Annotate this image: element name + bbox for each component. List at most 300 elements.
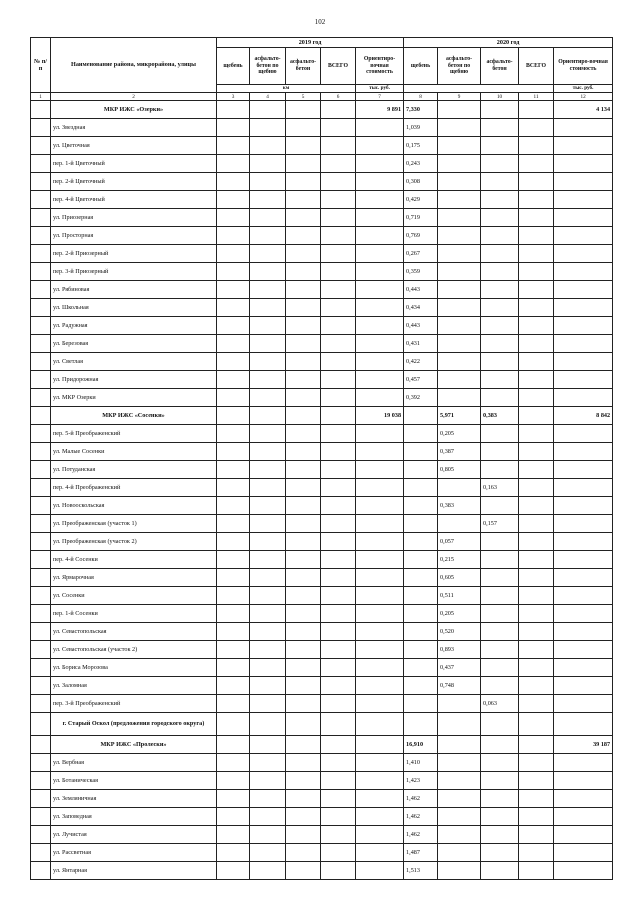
street-row	[31, 695, 613, 713]
empty-cell	[356, 551, 404, 569]
empty-cell	[404, 677, 438, 695]
empty-cell	[286, 299, 321, 317]
empty-cell	[356, 736, 404, 754]
empty-cell	[321, 790, 356, 808]
empty-cell	[438, 173, 481, 191]
column-number: 2	[51, 93, 217, 101]
empty-cell	[286, 569, 321, 587]
empty-cell	[286, 389, 321, 407]
empty-cell	[404, 497, 438, 515]
empty-cell	[250, 605, 286, 623]
empty-cell	[481, 862, 519, 880]
row-name: ул. Березовая	[51, 335, 217, 353]
empty-cell	[250, 623, 286, 641]
value-col-10: 0,157	[481, 515, 519, 533]
empty-cell	[554, 155, 613, 173]
empty-cell	[438, 772, 481, 790]
empty-cell	[286, 754, 321, 772]
empty-cell	[321, 497, 356, 515]
empty-cell	[356, 754, 404, 772]
empty-cell	[321, 245, 356, 263]
empty-cell	[356, 497, 404, 515]
street-row	[31, 569, 613, 587]
empty-cell	[286, 772, 321, 790]
section-row	[31, 101, 613, 119]
empty-cell	[356, 772, 404, 790]
empty-cell	[481, 641, 519, 659]
empty-cell	[519, 407, 554, 425]
empty-cell	[286, 371, 321, 389]
row-number-cell	[31, 569, 51, 587]
value-col-9: 0,805	[438, 461, 481, 479]
empty-cell	[286, 461, 321, 479]
empty-cell	[286, 808, 321, 826]
street-row	[31, 245, 613, 263]
empty-cell	[481, 227, 519, 245]
row-name: г. Старый Оскол (предложения городского округа)	[51, 713, 217, 736]
row-name: ул. Цветочная	[51, 137, 217, 155]
value-col-12: 4 134	[554, 101, 613, 119]
empty-cell	[481, 569, 519, 587]
empty-cell	[356, 808, 404, 826]
empty-cell	[321, 551, 356, 569]
empty-cell	[321, 677, 356, 695]
empty-cell	[321, 695, 356, 713]
empty-cell	[356, 425, 404, 443]
value-col-8: 0,175	[404, 137, 438, 155]
empty-cell	[250, 335, 286, 353]
empty-cell	[321, 659, 356, 677]
row-name: пер. 4-й Цветочный	[51, 191, 217, 209]
value-col-8: 1,462	[404, 808, 438, 826]
empty-cell	[217, 677, 250, 695]
empty-cell	[519, 641, 554, 659]
empty-cell	[404, 641, 438, 659]
street-row	[31, 497, 613, 515]
empty-cell	[356, 443, 404, 461]
empty-cell	[519, 191, 554, 209]
value-col-9: 0,437	[438, 659, 481, 677]
empty-cell	[404, 623, 438, 641]
empty-cell	[217, 461, 250, 479]
empty-cell	[250, 281, 286, 299]
row-number-cell	[31, 479, 51, 497]
empty-cell	[250, 677, 286, 695]
row-number-cell	[31, 137, 51, 155]
empty-cell	[481, 119, 519, 137]
empty-cell	[554, 389, 613, 407]
empty-cell	[217, 353, 250, 371]
empty-cell	[481, 191, 519, 209]
empty-cell	[217, 245, 250, 263]
empty-cell	[250, 407, 286, 425]
value-col-9: 0,215	[438, 551, 481, 569]
value-col-9: 5,971	[438, 407, 481, 425]
value-col-8: 1,423	[404, 772, 438, 790]
value-col-8: 1,462	[404, 826, 438, 844]
empty-cell	[286, 605, 321, 623]
empty-cell	[250, 515, 286, 533]
empty-cell	[250, 443, 286, 461]
value-col-8: 1,039	[404, 119, 438, 137]
row-number-cell	[31, 245, 51, 263]
empty-cell	[438, 862, 481, 880]
empty-cell	[404, 515, 438, 533]
empty-cell	[217, 137, 250, 155]
empty-cell	[321, 101, 356, 119]
header-total-2020: ВСЕГО	[519, 48, 554, 85]
empty-cell	[519, 623, 554, 641]
row-number-cell	[31, 335, 51, 353]
empty-cell	[321, 862, 356, 880]
empty-cell	[356, 713, 404, 736]
empty-cell	[438, 736, 481, 754]
empty-cell	[356, 862, 404, 880]
column-number: 5	[286, 93, 321, 101]
empty-cell	[321, 119, 356, 137]
empty-cell	[250, 862, 286, 880]
empty-cell	[250, 533, 286, 551]
street-row	[31, 790, 613, 808]
section-row	[31, 407, 613, 425]
empty-cell	[286, 281, 321, 299]
empty-cell	[250, 299, 286, 317]
empty-cell	[519, 173, 554, 191]
empty-cell	[519, 299, 554, 317]
empty-cell	[250, 569, 286, 587]
street-row	[31, 191, 613, 209]
empty-cell	[554, 479, 613, 497]
empty-cell	[481, 808, 519, 826]
empty-cell	[286, 245, 321, 263]
street-row	[31, 335, 613, 353]
empty-cell	[356, 335, 404, 353]
empty-cell	[356, 119, 404, 137]
empty-cell	[321, 425, 356, 443]
row-number-cell	[31, 623, 51, 641]
empty-cell	[519, 227, 554, 245]
empty-cell	[286, 317, 321, 335]
road-works-table	[30, 37, 613, 880]
empty-cell	[519, 353, 554, 371]
empty-cell	[217, 119, 250, 137]
street-row	[31, 533, 613, 551]
empty-cell	[217, 862, 250, 880]
value-col-8: 0,719	[404, 209, 438, 227]
street-row	[31, 461, 613, 479]
row-name: ул. Сосенки	[51, 587, 217, 605]
street-row	[31, 299, 613, 317]
row-number-cell	[31, 101, 51, 119]
empty-cell	[286, 826, 321, 844]
empty-cell	[554, 587, 613, 605]
value-col-8: 0,308	[404, 173, 438, 191]
empty-cell	[217, 533, 250, 551]
value-col-9: 0,893	[438, 641, 481, 659]
value-col-8: 0,392	[404, 389, 438, 407]
header-asph-2019: асфальто-бетон	[286, 48, 321, 85]
empty-cell	[286, 695, 321, 713]
empty-cell	[250, 713, 286, 736]
street-row	[31, 659, 613, 677]
empty-cell	[519, 844, 554, 862]
row-name: МКР ИЖС «Пролески»	[51, 736, 217, 754]
empty-cell	[438, 479, 481, 497]
empty-cell	[356, 790, 404, 808]
empty-cell	[404, 569, 438, 587]
empty-cell	[554, 533, 613, 551]
empty-cell	[250, 461, 286, 479]
empty-cell	[356, 623, 404, 641]
empty-cell	[554, 790, 613, 808]
empty-cell	[321, 713, 356, 736]
header-asph-on-gravel-2019: асфальто-бетон по щебню	[250, 48, 286, 85]
empty-cell	[519, 155, 554, 173]
row-name: ул. Приозерная	[51, 209, 217, 227]
row-name: пер. 3-й Приозерный	[51, 263, 217, 281]
empty-cell	[438, 790, 481, 808]
empty-cell	[217, 497, 250, 515]
row-number-cell	[31, 641, 51, 659]
empty-cell	[250, 641, 286, 659]
street-row	[31, 209, 613, 227]
empty-cell	[217, 772, 250, 790]
row-name: пер. 4-й Сосенки	[51, 551, 217, 569]
empty-cell	[481, 425, 519, 443]
row-number-cell	[31, 587, 51, 605]
empty-cell	[286, 587, 321, 605]
empty-cell	[356, 515, 404, 533]
row-name: пер. 4-й Преображенский	[51, 479, 217, 497]
empty-cell	[250, 101, 286, 119]
empty-cell	[481, 443, 519, 461]
empty-cell	[519, 569, 554, 587]
empty-cell	[286, 101, 321, 119]
value-col-8: 0,429	[404, 191, 438, 209]
value-col-9: 0,520	[438, 623, 481, 641]
empty-cell	[438, 389, 481, 407]
street-row	[31, 826, 613, 844]
empty-cell	[286, 335, 321, 353]
empty-cell	[554, 299, 613, 317]
empty-cell	[217, 623, 250, 641]
empty-cell	[321, 173, 356, 191]
empty-cell	[217, 299, 250, 317]
row-name: ул. Звездная	[51, 119, 217, 137]
empty-cell	[217, 155, 250, 173]
empty-cell	[321, 736, 356, 754]
row-name: ул. Просторная	[51, 227, 217, 245]
empty-cell	[286, 497, 321, 515]
empty-cell	[217, 808, 250, 826]
empty-cell	[481, 826, 519, 844]
empty-cell	[554, 425, 613, 443]
row-name: МКР ИЖС «Озерки»	[51, 101, 217, 119]
row-number-cell	[31, 695, 51, 713]
empty-cell	[321, 844, 356, 862]
empty-cell	[554, 623, 613, 641]
row-name: ул. Севастопольская	[51, 623, 217, 641]
empty-cell	[356, 461, 404, 479]
value-col-8: 0,267	[404, 245, 438, 263]
empty-cell	[321, 317, 356, 335]
empty-cell	[554, 551, 613, 569]
column-number: 10	[481, 93, 519, 101]
empty-cell	[519, 137, 554, 155]
empty-cell	[217, 659, 250, 677]
empty-cell	[356, 659, 404, 677]
table-body	[31, 101, 613, 880]
row-name: ул. Малые Сосенки	[51, 443, 217, 461]
empty-cell	[404, 695, 438, 713]
empty-cell	[250, 587, 286, 605]
empty-cell	[554, 862, 613, 880]
value-col-8: 1,462	[404, 790, 438, 808]
empty-cell	[286, 209, 321, 227]
empty-cell	[404, 443, 438, 461]
header-year-2019: 2019 год	[217, 38, 404, 48]
empty-cell	[286, 862, 321, 880]
page-number: 102	[314, 18, 326, 26]
empty-cell	[286, 191, 321, 209]
street-row	[31, 227, 613, 245]
empty-cell	[519, 479, 554, 497]
empty-cell	[404, 479, 438, 497]
empty-cell	[438, 263, 481, 281]
row-number-cell	[31, 515, 51, 533]
empty-cell	[481, 772, 519, 790]
empty-cell	[481, 281, 519, 299]
empty-cell	[519, 659, 554, 677]
empty-cell	[356, 605, 404, 623]
empty-cell	[404, 407, 438, 425]
row-number-cell	[31, 281, 51, 299]
empty-cell	[438, 826, 481, 844]
empty-cell	[321, 479, 356, 497]
row-number-cell	[31, 754, 51, 772]
row-number-cell	[31, 371, 51, 389]
empty-cell	[554, 281, 613, 299]
column-numbers-row	[31, 93, 613, 101]
row-name: ул. Преображенская (участок 1)	[51, 515, 217, 533]
row-number-cell	[31, 389, 51, 407]
street-row	[31, 587, 613, 605]
empty-cell	[217, 407, 250, 425]
header-asph-2020: асфальто-бетон	[481, 48, 519, 85]
empty-cell	[356, 695, 404, 713]
street-row	[31, 605, 613, 623]
empty-cell	[519, 425, 554, 443]
empty-cell	[519, 389, 554, 407]
empty-cell	[481, 736, 519, 754]
empty-cell	[554, 461, 613, 479]
value-col-9: 0,605	[438, 569, 481, 587]
empty-cell	[404, 551, 438, 569]
empty-cell	[554, 173, 613, 191]
empty-cell	[217, 173, 250, 191]
empty-cell	[250, 191, 286, 209]
column-number: 3	[217, 93, 250, 101]
empty-cell	[519, 335, 554, 353]
empty-cell	[286, 659, 321, 677]
empty-cell	[217, 641, 250, 659]
empty-cell	[250, 790, 286, 808]
empty-cell	[217, 569, 250, 587]
empty-cell	[438, 353, 481, 371]
value-col-9: 0,387	[438, 443, 481, 461]
row-number-cell	[31, 209, 51, 227]
empty-cell	[481, 551, 519, 569]
row-number-cell	[31, 425, 51, 443]
empty-cell	[250, 389, 286, 407]
empty-cell	[250, 736, 286, 754]
empty-cell	[217, 713, 250, 736]
empty-cell	[286, 227, 321, 245]
empty-cell	[321, 754, 356, 772]
empty-cell	[250, 173, 286, 191]
empty-cell	[438, 371, 481, 389]
empty-cell	[554, 227, 613, 245]
row-number-cell	[31, 736, 51, 754]
row-name: ул. Заповедная	[51, 808, 217, 826]
row-name: ул. Севастопольская (участок 2)	[51, 641, 217, 659]
empty-cell	[481, 335, 519, 353]
empty-cell	[321, 263, 356, 281]
empty-cell	[321, 808, 356, 826]
street-row	[31, 281, 613, 299]
empty-cell	[438, 227, 481, 245]
empty-cell	[481, 299, 519, 317]
empty-cell	[321, 772, 356, 790]
empty-cell	[519, 826, 554, 844]
empty-cell	[481, 209, 519, 227]
empty-cell	[554, 497, 613, 515]
empty-cell	[438, 844, 481, 862]
empty-cell	[554, 371, 613, 389]
street-row	[31, 844, 613, 862]
empty-cell	[481, 137, 519, 155]
empty-cell	[217, 695, 250, 713]
empty-cell	[356, 677, 404, 695]
street-row	[31, 173, 613, 191]
empty-cell	[286, 844, 321, 862]
empty-cell	[554, 772, 613, 790]
empty-cell	[519, 551, 554, 569]
row-number-cell	[31, 191, 51, 209]
row-number-cell	[31, 772, 51, 790]
header-gravel-2019: щебень	[217, 48, 250, 85]
row-name: ул. Школьная	[51, 299, 217, 317]
empty-cell	[554, 245, 613, 263]
empty-cell	[217, 281, 250, 299]
empty-cell	[554, 443, 613, 461]
empty-cell	[519, 101, 554, 119]
empty-cell	[481, 389, 519, 407]
empty-cell	[554, 515, 613, 533]
row-name: пер. 2-й Цветочный	[51, 173, 217, 191]
section-row	[31, 736, 613, 754]
empty-cell	[356, 844, 404, 862]
empty-cell	[404, 587, 438, 605]
empty-cell	[481, 101, 519, 119]
empty-cell	[438, 209, 481, 227]
empty-cell	[481, 497, 519, 515]
street-row	[31, 772, 613, 790]
empty-cell	[286, 119, 321, 137]
empty-cell	[321, 407, 356, 425]
column-number: 12	[554, 93, 613, 101]
empty-cell	[481, 844, 519, 862]
